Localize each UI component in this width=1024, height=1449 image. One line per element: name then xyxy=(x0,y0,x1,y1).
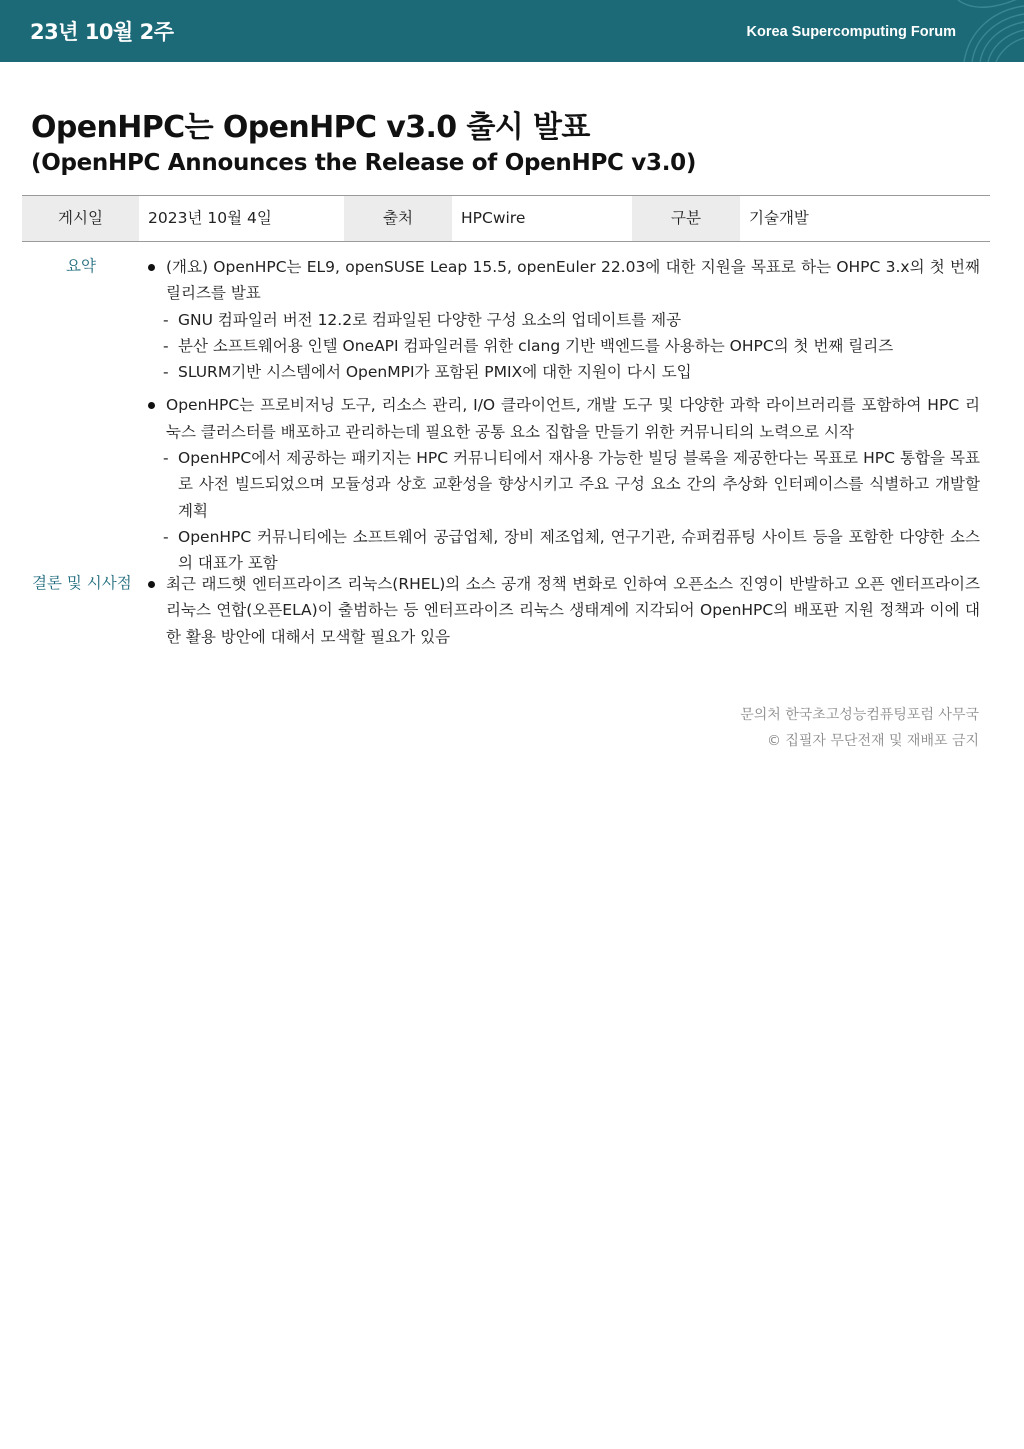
sub-item-text: SLURM기반 시스템에서 OpenMPI가 포함된 PMIX에 대한 지원이 다시 도입 xyxy=(178,363,692,382)
summary-bullet xyxy=(145,254,980,307)
footer-copyright: © 집필자 무단전재 및 재배포 금지 xyxy=(766,733,979,749)
bullet-dot-icon xyxy=(148,402,155,409)
dash-marker: - xyxy=(163,310,169,329)
conclusion-label: 결론 및 시사점 xyxy=(32,574,132,592)
category-value: 기술개발 xyxy=(749,209,809,227)
dash-marker: - xyxy=(163,363,169,382)
summary-sub-item xyxy=(145,333,980,359)
summary-sub-item xyxy=(145,307,980,333)
swirl-decoration-icon xyxy=(944,0,1024,62)
bullet-text: (개요) OpenHPC는 EL9, openSUSE Leap 15.5, openEuler 22.03에 대한 지원을 목표로 하는 OHPC 3.x의 첫 번째 릴리즈를 발표 xyxy=(166,258,980,303)
summary-sub-item xyxy=(145,524,980,577)
conclusion-bullet xyxy=(145,571,980,650)
bullet-text: 최근 래드햇 엔터프라이즈 리눅스(RHEL)의 소스 공개 정책 변화로 인하여 오픈소스 진영이 반발하고 오픈 엔터프라이즈 리눅스 연합(오픈ELA)이 출범하는 등 엔터프라이즈 리눅스 생태계에 지각되어 OpenHPC의 배포판 지원 정책과 이에 대한 활용 방안에 대해서 모색할 필요가 있음 xyxy=(166,575,980,646)
bullet-text: OpenHPC는 프로비저닝 도구, 리소스 관리, I/O 클라이언트, 개발 도구 및 다양한 과학 라이브러리를 포함하여 HPC 리눅스 클러스터를 배포하고 관리하는데 필요한 공통 요소 집합을 만들기 위한 커뮤니티의 노력으로 시작 xyxy=(166,396,980,441)
dash-marker: - xyxy=(163,449,169,468)
source-value: HPCwire xyxy=(461,209,526,227)
header-banner xyxy=(0,0,1024,62)
summary-content xyxy=(145,254,980,577)
summary-label: 요약 xyxy=(66,257,96,275)
meta-table xyxy=(22,195,990,242)
article-title: OpenHPC는 OpenHPC v3.0 출시 발표 xyxy=(31,110,590,145)
date-label: 게시일 xyxy=(22,196,139,241)
forum-name: Korea Supercomputing Forum xyxy=(746,24,956,40)
issue-week: 23년 10월 2주 xyxy=(30,20,174,44)
dash-marker: - xyxy=(163,527,169,546)
date-value: 2023년 10월 4일 xyxy=(148,209,272,227)
bullet-dot-icon xyxy=(148,581,155,588)
summary-sub-item xyxy=(145,445,980,524)
footer-contact: 문의처 한국초고성능컴퓨팅포럼 사무국 xyxy=(740,707,979,723)
summary-bullet xyxy=(145,392,980,445)
sub-item-text: 분산 소프트웨어용 인텔 OneAPI 컴파일러를 위한 clang 기반 백엔드를 사용하는 OHPC의 첫 번째 릴리즈 xyxy=(178,336,894,355)
category-label: 구분 xyxy=(632,196,740,241)
bullet-dot-icon xyxy=(148,264,155,271)
summary-sub-item xyxy=(145,359,980,385)
sub-item-text: GNU 컴파일러 버전 12.2로 컴파일된 다양한 구성 요소의 업데이트를 제공 xyxy=(178,310,682,329)
article-subtitle: (OpenHPC Announces the Release of OpenHPC v3.0) xyxy=(31,150,697,176)
sub-item-text: OpenHPC 커뮤니티에는 소프트웨어 공급업체, 장비 제조업체, 연구기관, 슈퍼컴퓨팅 사이트 등을 포함한 다양한 소스의 대표가 포함 xyxy=(178,527,980,573)
sub-item-text: OpenHPC에서 제공하는 패키지는 HPC 커뮤니티에서 재사용 가능한 빌딩 블록을 제공한다는 목표로 HPC 통합을 목표로 사전 빌드되었으며 모듈성과 상호 교환성을 향상시키고 주요 구성 요소 간의 추상화 인터페이스를 식별하고 개발할 계획 xyxy=(178,449,980,520)
source-label: 출처 xyxy=(344,196,452,241)
conclusion-content xyxy=(145,571,980,650)
dash-marker: - xyxy=(163,336,169,355)
